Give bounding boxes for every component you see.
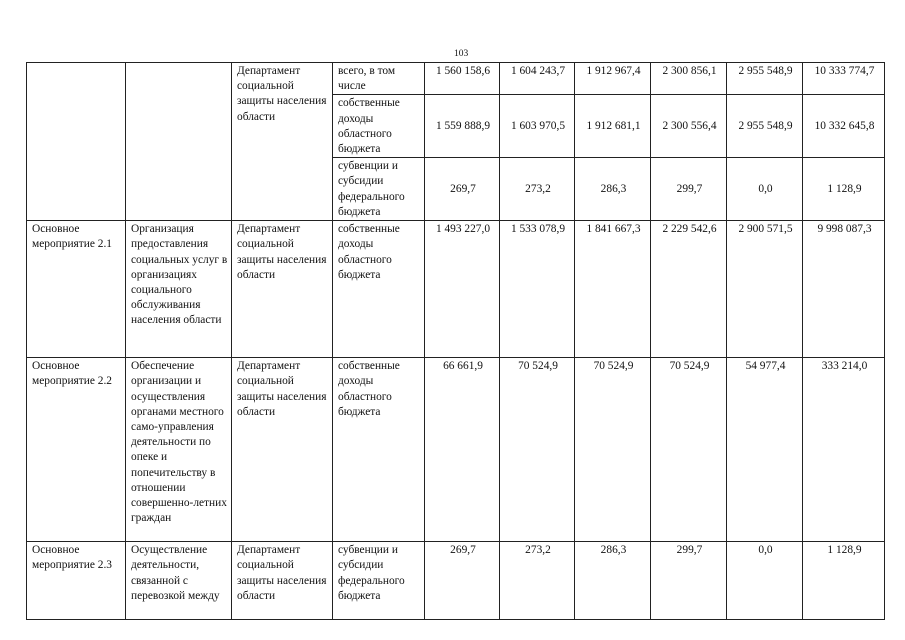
page-number: 103 <box>454 49 469 59</box>
executor-cell: Департамент социальной защиты населения области <box>232 542 333 620</box>
value-cell: 0,0 <box>727 542 803 620</box>
table-row <box>27 63 885 95</box>
event-cell: Основное мероприятие 2.3 <box>27 542 126 620</box>
value-cell: 70 524,9 <box>500 358 575 542</box>
value-cell: 2 955 548,9 <box>727 95 803 158</box>
value-cell: 333 214,0 <box>803 358 885 542</box>
funding-source-cell: собственные доходы областного бюджета <box>333 221 425 358</box>
value-cell: 0,0 <box>727 158 803 221</box>
event-cell: Основное мероприятие 2.1 <box>27 221 126 358</box>
funding-source-cell: всего, в том числе <box>333 63 425 95</box>
value-cell: 2 300 556,4 <box>651 95 727 158</box>
value-cell: 1 560 158,6 <box>425 63 500 95</box>
value-cell: 1 128,9 <box>803 542 885 620</box>
value-cell: 10 333 774,7 <box>803 63 885 95</box>
event-cell <box>27 63 126 221</box>
value-cell: 269,7 <box>425 542 500 620</box>
value-cell: 1 603 970,5 <box>500 95 575 158</box>
value-cell: 1 559 888,9 <box>425 95 500 158</box>
value-cell: 70 524,9 <box>575 358 651 542</box>
value-cell: 2 229 542,6 <box>651 221 727 358</box>
event-name-cell: Осуществление деятельности, связанной с перевозкой между <box>126 542 232 620</box>
value-cell: 269,7 <box>425 158 500 221</box>
table-row <box>27 358 885 542</box>
value-cell: 1 912 681,1 <box>575 95 651 158</box>
funding-source-cell: субвенции и субсидии федерального бюджета <box>333 158 425 221</box>
executor-cell: Департамент социальной защиты населения области <box>232 221 333 358</box>
event-name-cell: Обеспечение организации и осуществления органами местного само-управления деятельности по опеке и попечительству в отношении совершенно-летних граждан <box>126 358 232 542</box>
value-cell: 273,2 <box>500 542 575 620</box>
value-cell: 10 332 645,8 <box>803 95 885 158</box>
event-cell: Основное мероприятие 2.2 <box>27 358 126 542</box>
table-row <box>27 542 885 620</box>
executor-cell: Департамент социальной защиты населения области <box>232 63 333 221</box>
value-cell: 66 661,9 <box>425 358 500 542</box>
event-name-cell: Организация предоставления социальных услуг в организациях социального обслуживания населения области <box>126 221 232 358</box>
value-cell: 1 604 243,7 <box>500 63 575 95</box>
value-cell: 70 524,9 <box>651 358 727 542</box>
value-cell: 1 841 667,3 <box>575 221 651 358</box>
value-cell: 1 493 227,0 <box>425 221 500 358</box>
value-cell: 9 998 087,3 <box>803 221 885 358</box>
value-cell: 2 300 856,1 <box>651 63 727 95</box>
table-row <box>27 221 885 358</box>
value-cell: 1 533 078,9 <box>500 221 575 358</box>
value-cell: 2 955 548,9 <box>727 63 803 95</box>
value-cell: 286,3 <box>575 158 651 221</box>
value-cell: 273,2 <box>500 158 575 221</box>
value-cell: 1 128,9 <box>803 158 885 221</box>
value-cell: 286,3 <box>575 542 651 620</box>
funding-source-cell: субвенции и субсидии федерального бюджета <box>333 542 425 620</box>
value-cell: 1 912 967,4 <box>575 63 651 95</box>
funding-source-cell: собственные доходы областного бюджета <box>333 95 425 158</box>
budget-table <box>26 62 885 620</box>
event-name-cell <box>126 63 232 221</box>
value-cell: 2 900 571,5 <box>727 221 803 358</box>
value-cell: 299,7 <box>651 542 727 620</box>
funding-source-cell: собственные доходы областного бюджета <box>333 358 425 542</box>
value-cell: 54 977,4 <box>727 358 803 542</box>
value-cell: 299,7 <box>651 158 727 221</box>
executor-cell: Департамент социальной защиты населения области <box>232 358 333 542</box>
